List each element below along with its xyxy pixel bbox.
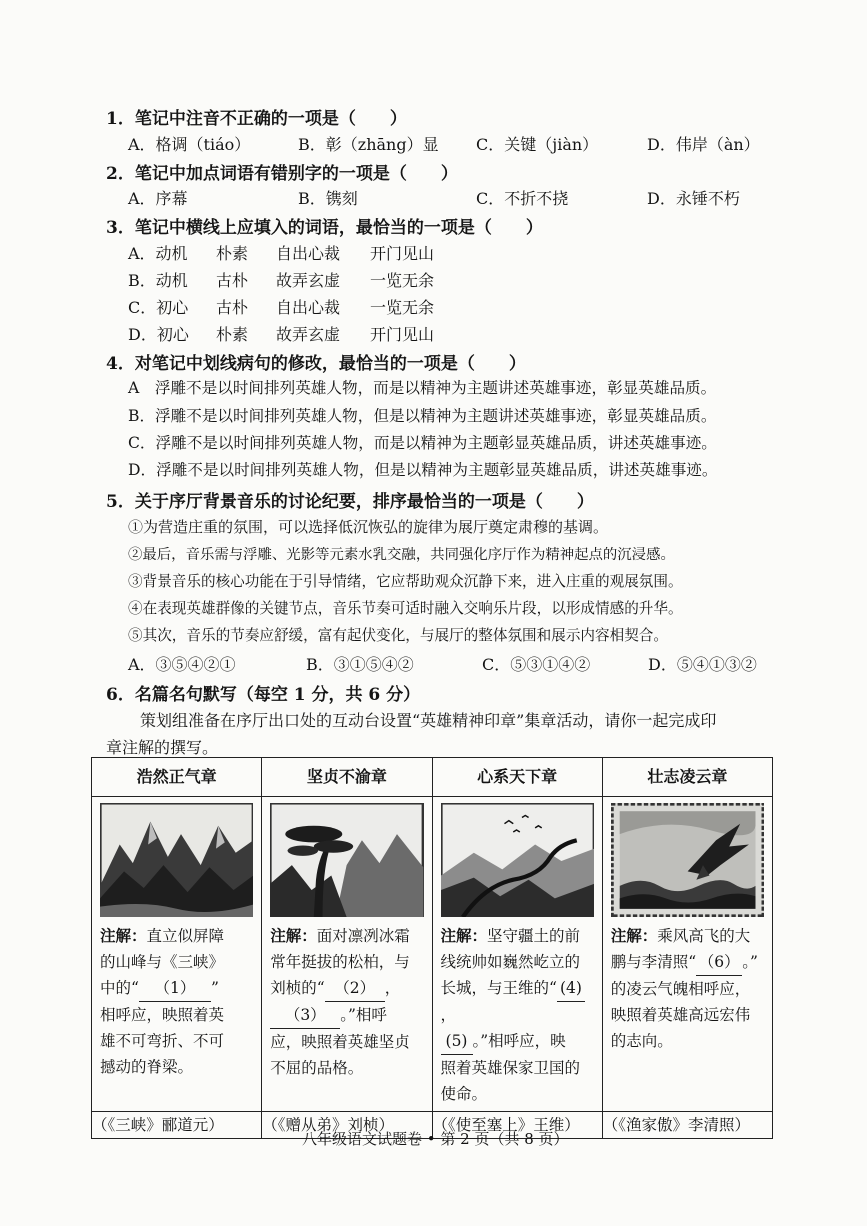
- question-5-option-b: B．③①⑤④②: [306, 655, 414, 674]
- mountain-gorge-image: [92, 797, 261, 921]
- seal-cell-4: [602, 797, 772, 1112]
- note-label: 注解：: [610, 926, 658, 945]
- q3-c-col2: 古朴: [216, 298, 249, 317]
- q3-b-col3: 故弄玄虚: [276, 271, 341, 290]
- question-6-intro-line-2: 章注解的撰写。: [106, 738, 219, 757]
- question-4-option-a: A 浮雕不是以时间排列英雄人物，而是以精神为主题讲述英雄事迹，彰显英雄品质。: [128, 379, 717, 397]
- note-label: 注解：: [440, 926, 488, 945]
- page-footer: 八年级语文试题卷 • 第 2 页（共 8 页）: [302, 1130, 569, 1148]
- question-1-option-a: A．格调（tiáo）: [128, 135, 251, 154]
- question-1-option-d: D．伟岸（àn）: [647, 135, 760, 154]
- seal-title-2: 坚贞不渝章: [262, 758, 432, 797]
- blank-1[interactable]: （1）: [139, 975, 211, 1002]
- question-3-stem: 3．笔记中横线上应填入的词语，最恰当的一项是（ ）: [106, 218, 543, 238]
- q5-sentence-2: ②最后，音乐需与浮雕、光影等元素水乳交融，共同强化序厅作为精神起点的沉浸感。: [128, 547, 675, 563]
- seal-title-3: 心系天下章: [432, 758, 602, 797]
- blank-5[interactable]: (5): [441, 1028, 473, 1055]
- q3-b-col1: B．动机: [128, 271, 188, 290]
- q3-b-col2: 古朴: [216, 271, 249, 290]
- q3-d-col1: D．初心: [128, 325, 189, 344]
- question-5-stem: 5．关于序厅背景音乐的讨论纪要，排序最恰当的一项是（ ）: [106, 492, 594, 512]
- question-2-option-c: C．不折不挠: [476, 189, 569, 208]
- blank-2[interactable]: （2）: [325, 975, 385, 1002]
- q3-b-col4: 一览无余: [370, 271, 435, 290]
- question-1-stem: 1．笔记中注音不正确的一项是（ ）: [106, 109, 407, 129]
- q3-d-col2: 朴素: [216, 325, 249, 344]
- seal-title-4: 壮志凌云章: [602, 758, 772, 797]
- great-wall-image: [433, 797, 602, 921]
- question-5-option-a: A．③⑤④②①: [128, 655, 236, 674]
- seal-cell-1: [92, 797, 262, 1112]
- blank-4[interactable]: (4): [557, 975, 585, 1002]
- seal-cell-2: [262, 797, 432, 1112]
- question-2-option-b: B．镌刻: [298, 189, 358, 208]
- pine-tree-image: [262, 797, 431, 921]
- q3-d-col4: 开门见山: [370, 325, 435, 344]
- q3-a-col1: A．动机: [128, 244, 188, 263]
- q3-c-col3: 自出心裁: [276, 298, 341, 317]
- question-1-option-b: B．彰（zhāng）显: [298, 135, 439, 154]
- seal-source-3: （《使至塞上》王维）: [432, 1112, 602, 1139]
- question-2-stem: 2．笔记中加点词语有错别字的一项是（ ）: [106, 164, 458, 184]
- question-5-option-d: D．⑤④①③②: [648, 655, 757, 674]
- question-4-option-d: D．浮雕不是以时间排列英雄人物，但是以精神为主题彰显英雄品质，讲述英雄事迹。: [128, 461, 718, 479]
- q5-sentence-3: ③背景音乐的核心功能在于引导情绪，它应帮助观众沉静下来，进入庄重的观展氛围。: [128, 573, 683, 590]
- q3-c-col1: C．初心: [128, 298, 189, 317]
- question-2-option-a: A．序幕: [128, 189, 188, 208]
- seal-cell-3: [432, 797, 602, 1112]
- seal-title-1: 浩然正气章: [92, 758, 262, 797]
- q3-c-col4: 一览无余: [370, 298, 435, 317]
- seal-note-4: 注解：乘风高飞的大 鹏与李清照“ （6） 。” 的凌云气魄相呼应， 映照着英雄高远宏伟 的志向。: [610, 926, 758, 1050]
- seal-source-2: （《赠从弟》刘桢）: [262, 1112, 432, 1139]
- q3-a-col3: 自出心裁: [276, 244, 341, 263]
- blank-6[interactable]: （6）: [696, 949, 742, 976]
- question-4-option-c: C．浮雕不是以时间排列英雄人物，而是以精神为主题彰显英雄品质，讲述英雄事迹。: [128, 434, 717, 452]
- question-6-intro-line-1: 策划组准备在序厅出口处的互动台设置“英雄精神印章”集章活动，请你一起完成印: [140, 711, 717, 730]
- seal-note-1: 注解：直立似屏障 的山峰与《三峡》 中的“ （1） ” 相呼应，映照着英 雄不可弯折、不可 撼动的脊梁。: [100, 926, 225, 1076]
- question-4-stem: 4．对笔记中划线病句的修改，最恰当的一项是（ ）: [106, 354, 526, 374]
- q3-d-col3: 故弄玄虚: [276, 325, 341, 344]
- seal-source-4: （《渔家傲》李清照）: [602, 1112, 772, 1139]
- q3-a-col2: 朴素: [216, 244, 249, 263]
- question-4-option-b: B．浮雕不是以时间排列英雄人物，但是以精神为主题讲述英雄事迹，彰显英雄品质。: [128, 407, 717, 425]
- note-label: 注解：: [100, 926, 147, 945]
- question-2-option-d: D．永锤不朽: [647, 189, 740, 208]
- blank-3[interactable]: （3）: [270, 1002, 340, 1029]
- q3-a-col4: 开门见山: [370, 244, 435, 263]
- q5-sentence-4: ④在表现英雄群像的关键节点，音乐节奏可适时融入交响乐片段，以形成情感的升华。: [128, 600, 683, 617]
- question-1-option-c: C．关键（jiàn）: [476, 135, 599, 154]
- soaring-roc-image: [603, 797, 772, 921]
- question-6-stem: 6．名篇名句默写（每空 1 分，共 6 分）: [106, 685, 421, 705]
- question-5-option-c: C．⑤③①④②: [482, 655, 591, 674]
- seal-note-2: 注解：面对凛冽冰霜 常年挺拔的松柏，与 刘桢的“ （2） ， （3） 。”相呼 应，映照着英雄坚贞 不屈的品格。: [270, 926, 410, 1077]
- q5-sentence-1: ①为营造庄重的氛围，可以选择低沉恢弘的旋律为展厅奠定肃穆的基调。: [128, 518, 609, 536]
- seal-note-3: 注解：坚守疆土的前 线统帅如巍然屹立的 长城，与王维的“ (4)， (5) 。”相呼应，映 照着英雄保家卫国的 使命。: [433, 921, 602, 1111]
- q5-sentence-5: ⑤其次，音乐的节奏应舒缓，富有起伏变化，与展厅的整体氛围和展示内容相契合。: [128, 627, 668, 644]
- seal-source-1: （《三峡》郦道元）: [92, 1112, 262, 1139]
- note-label: 注解：: [270, 926, 317, 945]
- seal-table: [91, 757, 773, 1139]
